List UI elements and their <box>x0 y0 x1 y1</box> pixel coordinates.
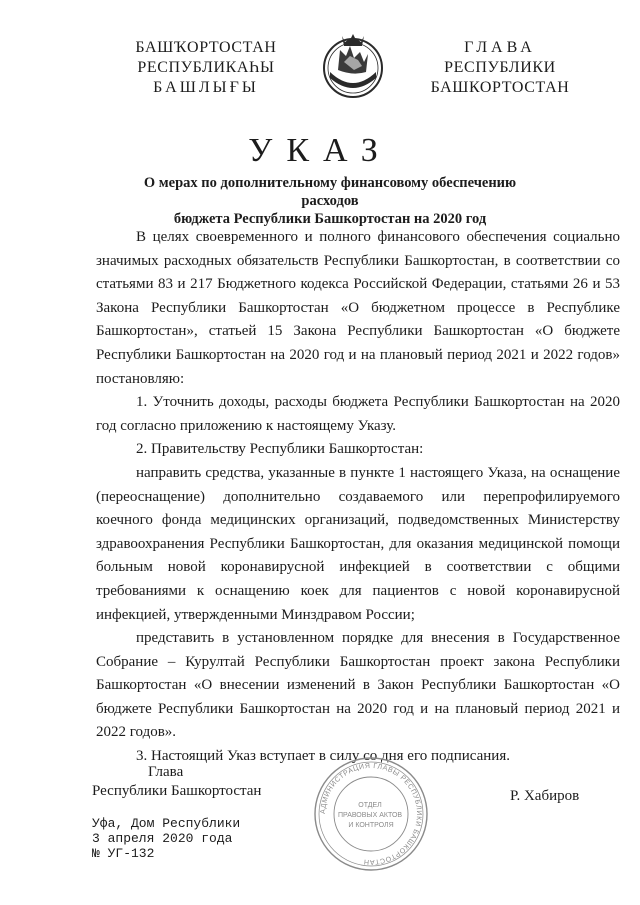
subtitle-line: бюджета Республики Башкортостан на 2020 год <box>173 211 487 227</box>
place-line: Уфа, Дом Республики <box>92 816 241 831</box>
document-number: № УГ-132 <box>92 846 155 861</box>
paragraph: 2. Правительству Республики Башкортостан: <box>136 441 424 458</box>
bashkortostan-emblem-icon <box>320 32 386 100</box>
document-subtitle <box>130 174 530 228</box>
paragraph: 1. Уточнить доходы, расходы бюджета Республики Башкортостан на 2020 год согласно приложению к настоящему Указу. <box>96 394 620 434</box>
subtitle-line: О мерах по дополнительному финансовому обеспечению расходов <box>143 175 517 209</box>
document-body <box>96 226 620 769</box>
stamp-text: ОТДЕЛ <box>358 802 382 809</box>
header-right-line: РЕСПУБЛИКИ <box>444 59 556 76</box>
header-left <box>118 38 294 98</box>
position-line: Глава <box>148 764 184 780</box>
paragraph: 3. Настоящий Указ вступает в силу со дня его подписания. <box>136 748 510 765</box>
stamp-text: И КОНТРОЛЯ <box>348 822 394 829</box>
paragraph: направить средства, указанные в пункте 1 настоящего Указа, на оснащение (переоснащение) дополнительно создаваемого или перепрофилируемого коечного фонда медицинских организаций, подведомственных Министерству здравоохранения Республики Башкортостан, для оказания медицинской помощи больным новой коронавирусной инфекцией в соответствии с общими требованиями к оснащению коек для пациентов с новой коронавирусной инфекцией, утвержденными Минздравом России; <box>96 464 620 623</box>
place-date-number <box>92 816 240 861</box>
stamp-text: ПРАВОВЫХ АКТОВ <box>337 812 403 819</box>
position-line: Республики Башкортостан <box>92 783 262 799</box>
date-line: 3 апреля 2020 года <box>92 831 233 846</box>
signatory-name: Р. Хабиров <box>510 788 580 804</box>
svg-text:ОТДЕЛ ПРАВОВЫХ АКТОВ И <box>338 802 404 829</box>
paragraph: представить в установленном порядке для внесения в Государственное Собрание – Курултай Республики Башкортостан проект закона Республики Башкортостан «О внесении изменений в Закон Республики Башкортостан «О бюджете Республики Башкортостан на 2020 год и на плановый период 2021 и 2022 годов». <box>96 630 620 741</box>
stamp-ring-text: АДМИНИСТРАЦИЯ ГЛАВЫ РЕСПУБЛИКИ БАШКОРТОСТАН <box>319 762 423 866</box>
header-left-line: РЕСПУБЛИКАҺЫ <box>137 59 275 76</box>
header-left-line: БАШҠОРТОСТАН <box>135 39 277 56</box>
header-right <box>420 38 580 98</box>
document-title: УКАЗ <box>248 132 392 169</box>
header-right-line: ГЛАВА <box>464 39 536 56</box>
signatory-position <box>92 763 261 801</box>
official-stamp <box>312 755 430 873</box>
header-left-line: БАШЛЫҒЫ <box>153 79 259 96</box>
header-right-line: БАШКОРТОСТАН <box>430 79 570 96</box>
paragraph: В целях своевременного и полного финансового обеспечения социально значимых расходных обязательств Республики Башкортостан, в соответствии со статьями 83 и 217 Бюджетного кодекса Российской Федерации, статьями 26 и 53 Закона Республики Башкортостан «О бюджетном процессе в Республике Башкортостан», статьей 15 Закона Республики Башкортостан «О бюджете Республики Башкортостан на 2020 год и на плановый период 2021 и 2022 годов» постановляю: <box>96 229 620 387</box>
